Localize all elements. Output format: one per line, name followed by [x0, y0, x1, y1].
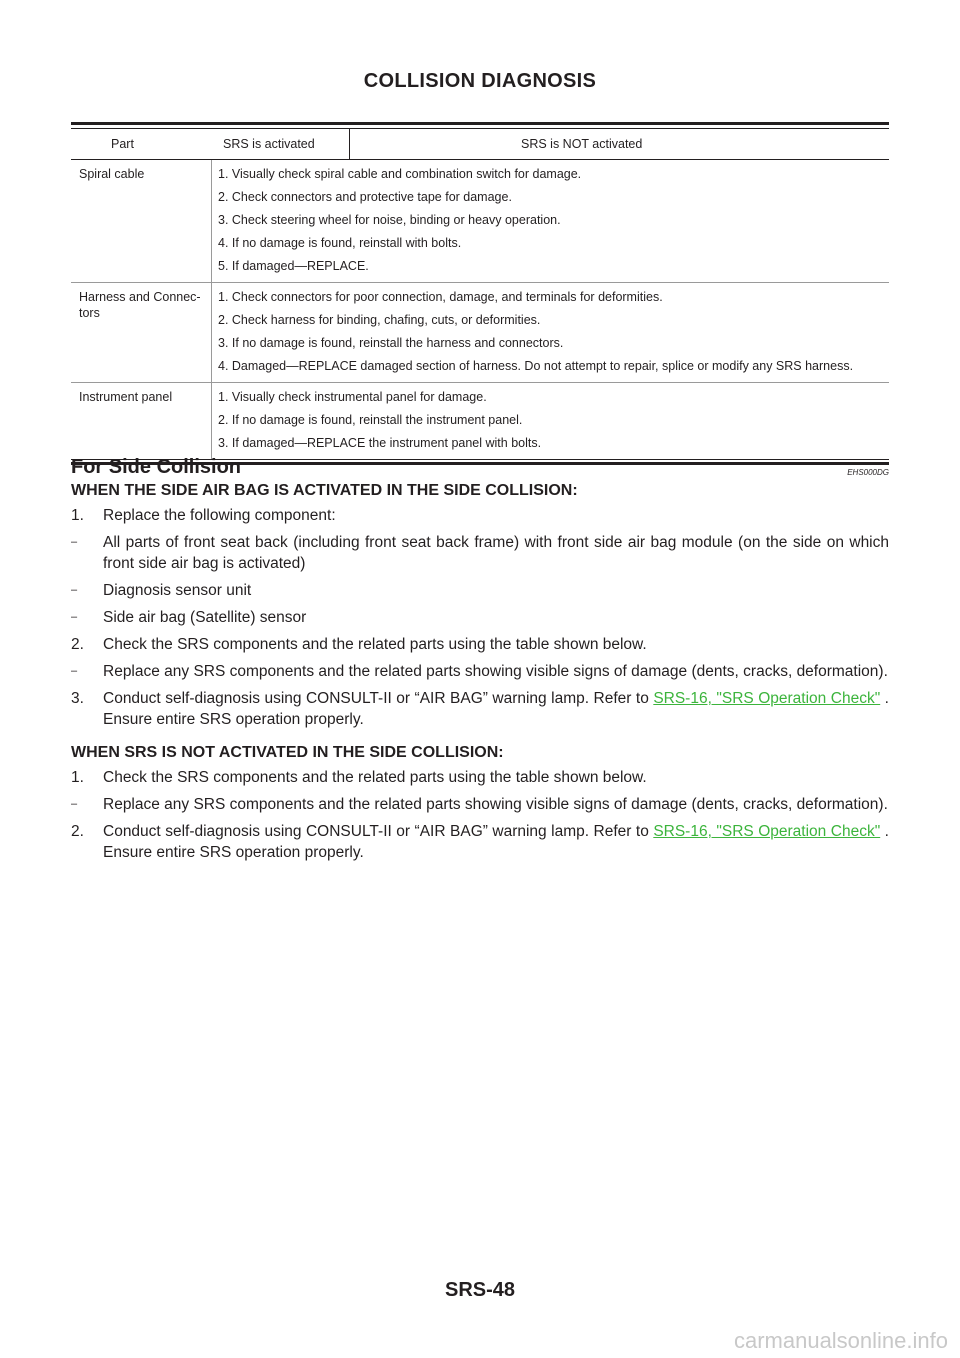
row-step: 3. Check steering wheel for noise, binding or heavy operation.	[218, 213, 561, 227]
table-row-harness	[71, 283, 889, 382]
row-step: 4. Damaged—REPLACE damaged section of harness. Do not attempt to repair, splice or modify any SRS harness.	[218, 359, 854, 373]
header-divider	[349, 129, 350, 159]
table-header	[71, 129, 889, 159]
sub-item: – Diagnosis sensor unit	[71, 582, 252, 599]
column-header-part: Part	[111, 137, 134, 151]
row-step: 3. If damaged—REPLACE the instrument panel with bolts.	[218, 436, 542, 450]
row-step: 1. Visually check spiral cable and combination switch for damage.	[218, 167, 582, 181]
row-step: 1. Check connectors for poor connection, damage, and terminals for deformities.	[218, 290, 663, 304]
section-header	[71, 456, 889, 482]
row-step: 5. If damaged—REPLACE.	[218, 259, 369, 273]
step-item: 1. Check the SRS components and the related parts using the table shown below.	[71, 769, 647, 786]
section-title: For Side Collision	[71, 456, 242, 478]
step-item: 2. Conduct self-diagnosis using CONSULT-II or “AIR BAG” warning lamp. Refer to SRS-16, "SRS Operation Check" . Ensure entire SRS operation properly.	[71, 823, 889, 861]
step-item: 1. Replace the following component:	[71, 507, 336, 524]
section-body	[71, 480, 889, 869]
row-step: 2. Check connectors and protective tape for damage.	[218, 190, 512, 204]
page-number: SRS-48	[444, 1279, 516, 1301]
row-step: 4. If no damage is found, reinstall with bolts.	[218, 236, 462, 250]
table-row-instrument-panel	[71, 383, 889, 459]
table-row-spiral-cable	[71, 160, 889, 282]
heading-activated: WHEN THE SIDE AIR BAG IS ACTIVATED IN THE SIDE COLLISION:	[71, 482, 578, 499]
row-step: 2. Check harness for binding, chafing, cuts, or deformities.	[218, 313, 541, 327]
page-title: COLLISION DIAGNOSIS	[363, 70, 597, 92]
srs-operation-check-link[interactable]: SRS-16, "SRS Operation Check"	[653, 690, 881, 707]
sub-item: – Replace any SRS components and the related parts showing visible signs of damage (dents, cracks, deformation).	[71, 796, 888, 813]
watermark: carmanualsonline.info	[733, 1328, 948, 1353]
section-code: EHS000DG	[847, 468, 889, 477]
row-part-label: Harness and Connec-tors	[79, 290, 201, 320]
row-step: 2. If no damage is found, reinstall the instrument panel.	[218, 413, 523, 427]
sub-item: – Side air bag (Satellite) sensor	[71, 609, 307, 626]
column-header-not-activated: SRS is NOT activated	[521, 137, 643, 151]
step-item: 2. Check the SRS components and the related parts using the table shown below.	[71, 636, 647, 653]
row-part-label: Instrument panel	[79, 390, 173, 404]
sub-item: – All parts of front seat back (including front seat back frame) with front side air bag module (on the side on which front side air bag is activated)	[71, 534, 889, 572]
srs-operation-check-link[interactable]: SRS-16, "SRS Operation Check"	[653, 823, 881, 840]
row-step: 1. Visually check instrumental panel for damage.	[218, 390, 487, 404]
sub-item: – Replace any SRS components and the related parts showing visible signs of damage (dents, cracks, deformation).	[71, 663, 888, 680]
heading-not-activated: WHEN SRS IS NOT ACTIVATED IN THE SIDE COLLISION:	[71, 744, 504, 761]
row-step: 3. If no damage is found, reinstall the harness and connectors.	[218, 336, 564, 350]
row-part-label: Spiral cable	[79, 167, 145, 181]
step-item: 3. Conduct self-diagnosis using CONSULT-II or “AIR BAG” warning lamp. Refer to SRS-16, "SRS Operation Check" . Ensure entire SRS operation properly.	[71, 690, 889, 728]
inspection-table	[71, 122, 889, 465]
column-header-activated: SRS is activated	[223, 137, 315, 151]
